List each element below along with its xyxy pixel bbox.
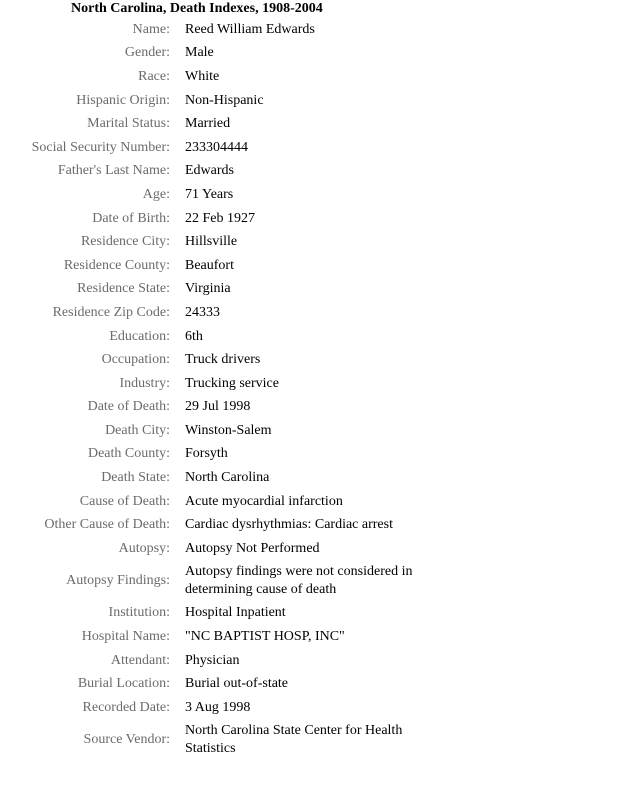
field-row-death-county [0, 443, 455, 467]
record-title: North Carolina, Death Indexes, 1908-2004 [71, 1, 323, 16]
field-row-death-city [0, 419, 455, 443]
field-value-source-vendor: North Carolina State Center for Health Statistics [185, 723, 403, 757]
field-row-hospital-name [0, 625, 455, 649]
field-row-residence-city [0, 230, 455, 254]
field-value-fathers-last-name: Edwards [185, 163, 234, 179]
field-label-industry: Industry: [119, 375, 170, 391]
field-label-date-of-birth: Date of Birth: [92, 210, 170, 226]
field-label-name: Name: [132, 21, 170, 37]
field-row-burial-location [0, 672, 455, 696]
field-label-death-county: Death County: [87, 446, 170, 462]
field-value-hospital-name: "NC BAPTIST HOSP, INC" [185, 629, 345, 645]
field-row-recorded-date [0, 696, 455, 720]
field-label-gender: Gender: [124, 45, 170, 61]
field-label-attendant: Attendant: [110, 652, 170, 668]
field-row-date-of-birth [0, 207, 455, 231]
field-value-autopsy-findings: Autopsy findings were not considered in determining cause of death [185, 564, 413, 598]
field-row-source-vendor [0, 720, 455, 761]
field-row-hispanic-origin [0, 89, 455, 113]
field-value-gender: Male [185, 45, 214, 61]
field-row-fathers-last-name [0, 160, 455, 184]
field-row-institution [0, 602, 455, 626]
field-value-age: 71 Years [185, 186, 234, 202]
field-row-education [0, 325, 455, 349]
field-value-residence-state: Virginia [185, 281, 231, 297]
field-row-cause-of-death [0, 490, 455, 514]
field-row-residence-county [0, 254, 455, 278]
field-row-industry [0, 372, 455, 396]
field-row-autopsy [0, 537, 455, 561]
field-value-death-state: North Carolina [185, 470, 270, 486]
field-row-ssn [0, 136, 455, 160]
field-row-other-cause-of-death [0, 513, 455, 537]
field-value-cause-of-death: Acute myocardial infarction [185, 493, 343, 509]
field-value-residence-county: Beaufort [185, 257, 234, 273]
field-row-gender [0, 42, 455, 66]
field-row-date-of-death [0, 396, 455, 420]
field-label-date-of-death: Date of Death: [87, 399, 170, 415]
field-row-marital-status [0, 112, 455, 136]
field-row-name [0, 18, 455, 42]
field-label-autopsy: Autopsy: [118, 540, 170, 556]
field-label-autopsy-findings: Autopsy Findings: [66, 573, 170, 589]
field-value-industry: Trucking service [185, 375, 279, 391]
field-value-institution: Hospital Inpatient [185, 605, 286, 621]
field-label-burial-location: Burial Location: [77, 676, 170, 692]
field-value-death-city: Winston-Salem [185, 422, 272, 438]
field-value-autopsy: Autopsy Not Performed [185, 540, 320, 556]
field-row-death-state [0, 466, 455, 490]
field-value-date-of-death: 29 Jul 1998 [185, 399, 251, 415]
field-value-burial-location: Burial out-of-state [185, 676, 289, 692]
field-label-cause-of-death: Cause of Death: [79, 493, 170, 509]
field-value-race: White [185, 68, 220, 84]
field-label-residence-county: Residence County: [63, 257, 170, 273]
field-value-death-county: Forsyth [185, 446, 228, 462]
record-fields-table [0, 18, 455, 761]
field-row-autopsy-findings [0, 561, 455, 602]
field-label-death-state: Death State: [101, 470, 170, 486]
field-row-occupation [0, 348, 455, 372]
field-value-education: 6th [185, 328, 203, 344]
field-row-residence-zip [0, 301, 455, 325]
field-value-other-cause-of-death: Cardiac dysrhythmias: Cardiac arrest [185, 517, 393, 533]
field-label-hispanic-origin: Hispanic Origin: [76, 92, 170, 108]
field-value-attendant: Physician [185, 652, 240, 668]
field-label-recorded-date: Recorded Date: [82, 699, 170, 715]
field-value-name: Reed William Edwards [185, 21, 315, 37]
field-value-ssn: 233304444 [185, 139, 248, 155]
field-value-recorded-date: 3 Aug 1998 [185, 699, 251, 715]
field-row-race [0, 65, 455, 89]
field-label-fathers-last-name: Father's Last Name: [57, 163, 170, 179]
field-label-residence-city: Residence City: [80, 234, 170, 250]
field-row-residence-state [0, 278, 455, 302]
field-value-date-of-birth: 22 Feb 1927 [185, 210, 255, 226]
field-value-marital-status: Married [185, 116, 231, 132]
field-label-death-city: Death City: [105, 422, 170, 438]
field-label-marital-status: Marital Status: [87, 116, 170, 132]
field-row-attendant [0, 649, 455, 673]
field-row-age [0, 183, 455, 207]
field-label-race: Race: [138, 68, 170, 84]
field-label-source-vendor: Source Vendor: [83, 732, 170, 748]
field-value-occupation: Truck drivers [185, 352, 261, 368]
field-label-hospital-name: Hospital Name: [81, 629, 170, 645]
field-label-other-cause-of-death: Other Cause of Death: [44, 517, 170, 533]
field-label-residence-zip: Residence Zip Code: [52, 304, 170, 320]
field-label-age: Age: [142, 186, 170, 202]
field-value-hispanic-origin: Non-Hispanic [185, 92, 264, 108]
field-label-residence-state: Residence State: [77, 281, 170, 297]
field-value-residence-city: Hillsville [185, 234, 238, 250]
field-label-ssn: Social Security Number: [31, 139, 170, 155]
field-value-residence-zip: 24333 [185, 304, 220, 320]
field-label-education: Education: [109, 328, 170, 344]
field-label-institution: Institution: [108, 605, 170, 621]
field-label-occupation: Occupation: [101, 352, 170, 368]
